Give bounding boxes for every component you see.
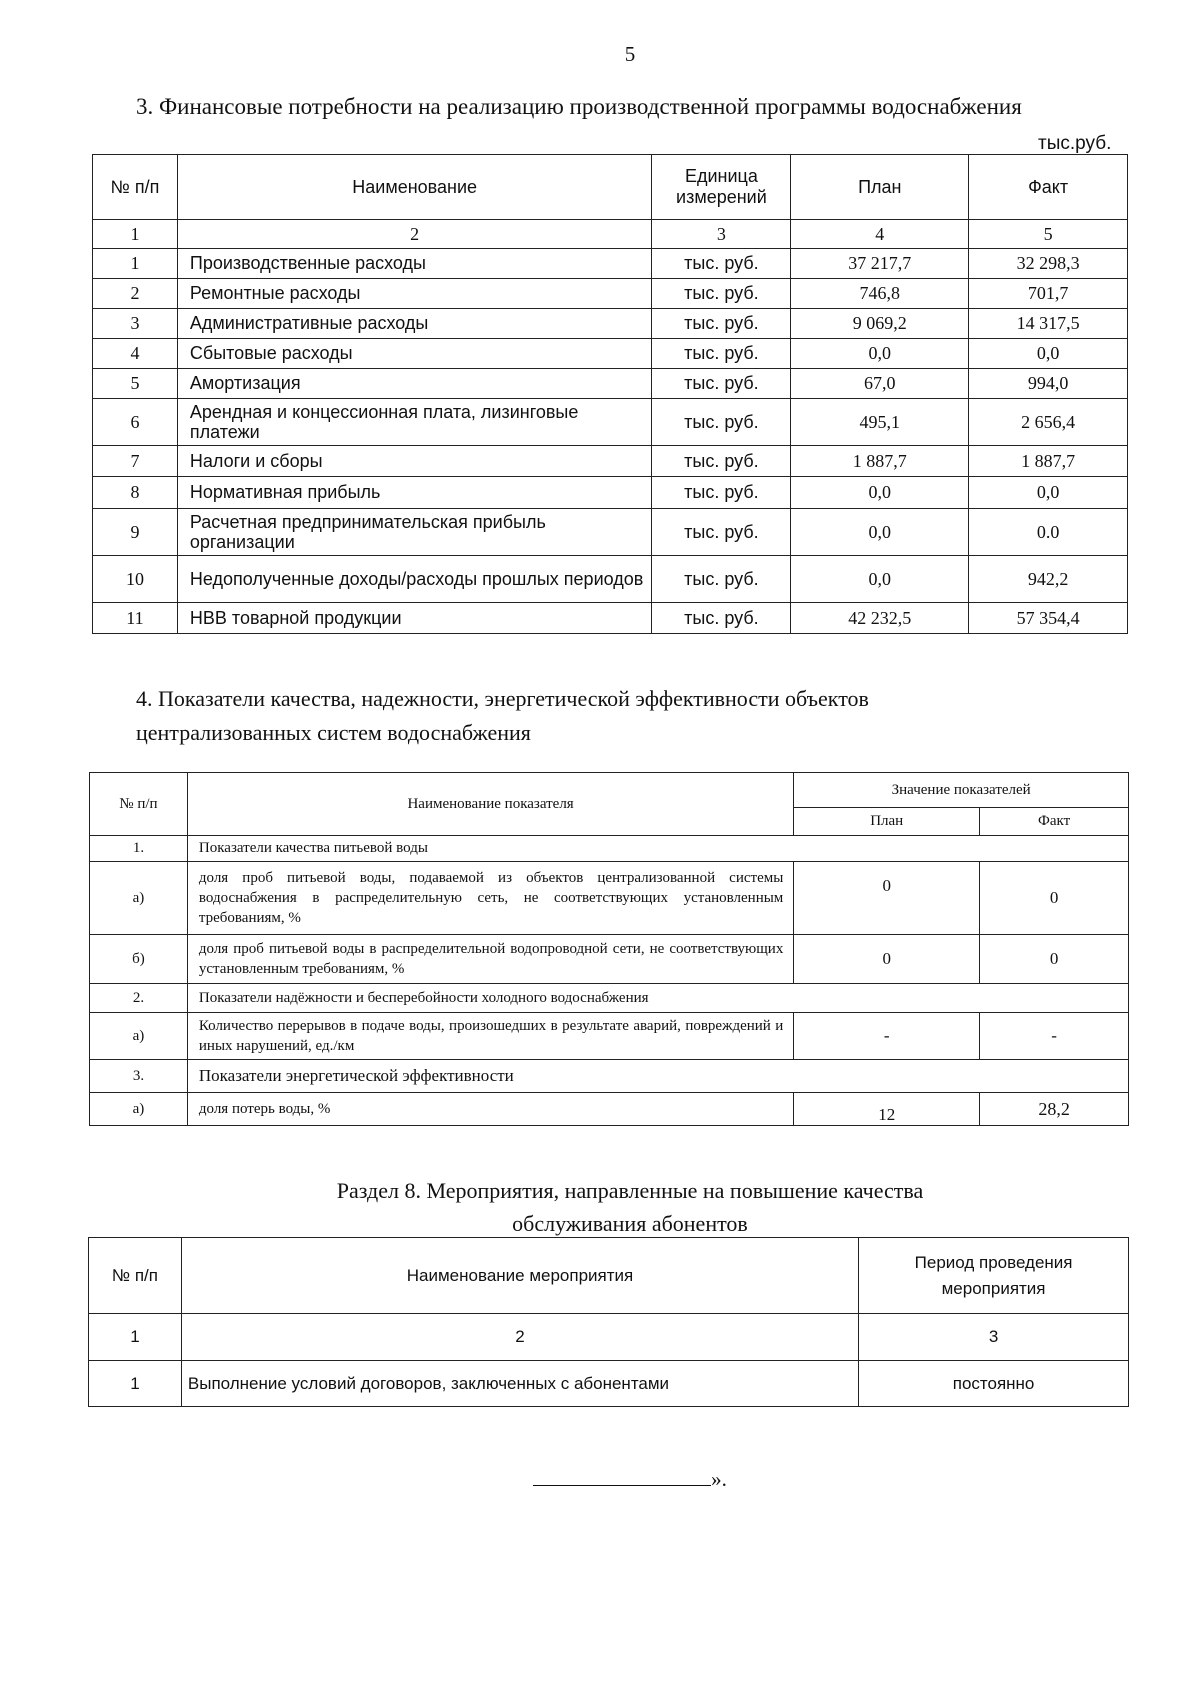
row-unit: тыс. руб. [652,369,791,399]
table-row [90,862,1129,935]
section8-title-line2: обслуживания абонентов [512,1211,748,1236]
row-name: Налоги и сборы [177,446,652,477]
group-num: 2. [90,984,188,1013]
header-num: № п/п [93,155,178,220]
header-num-index: 3 [652,220,791,249]
row-unit: тыс. руб. [652,477,791,509]
row-num: 11 [93,603,178,634]
table-row [93,477,1128,509]
row-fact: 28,2 [980,1093,1129,1126]
row-fact: 0 [980,862,1129,935]
group-title: Показатели надёжности и бесперебойности холодного водоснабжения [187,984,1128,1013]
row-fact: 32 298,3 [969,249,1128,279]
row-plan: 0 [794,935,980,984]
row-plan: - [794,1013,980,1060]
header-plan: План [794,808,980,836]
table-row [90,1093,1129,1126]
section3-title: 3. Финансовые потребности на реализацию производственной программы водоснабжения [136,94,1022,119]
header-plan: План [791,155,969,220]
header-measure-name: Наименование мероприятия [181,1238,858,1314]
table-row [93,249,1128,279]
row-plan: 67,0 [791,369,969,399]
row-num: 1 [93,249,178,279]
row-unit: тыс. руб. [652,603,791,634]
row-unit: тыс. руб. [652,279,791,309]
header-unit: Единица измерений [652,155,791,220]
row-fact: 701,7 [969,279,1128,309]
row-name: Сбытовые расходы [177,339,652,369]
row-num: 10 [93,556,178,603]
header-num-index: 4 [791,220,969,249]
row-num: 1 [89,1361,182,1407]
row-plan: 0,0 [791,339,969,369]
row-num: а) [90,1093,188,1126]
header-num: № п/п [90,773,188,836]
row-fact: - [980,1013,1129,1060]
table-row [93,446,1128,477]
row-text: доля проб питьевой воды, подаваемой из объектов централизованной системы водоснабжения в распределительную сеть, не соответствующих установленным требованиям, % [187,862,793,935]
row-unit: тыс. руб. [652,509,791,556]
row-text: доля потерь воды, % [187,1093,793,1126]
quality-indicators-table [89,772,1129,1126]
header-fact: Факт [969,155,1128,220]
header-num-index: 1 [93,220,178,249]
row-plan: 0 [794,862,980,935]
row-text: Количество перерывов в подаче воды, произошедших в результате аварий, повреждений и иных нарушений, ед./км [187,1013,793,1060]
header-num-index: 2 [177,220,652,249]
row-fact: 942,2 [969,556,1128,603]
group-num: 3. [90,1060,188,1093]
section4-title-line2: централизованных систем водоснабжения [136,720,531,745]
row-plan: 37 217,7 [791,249,969,279]
closing-mark [0,1465,1200,1492]
table-row [93,603,1128,634]
table-row [93,509,1128,556]
row-plan: 0,0 [791,556,969,603]
row-name: Производственные расходы [177,249,652,279]
group-title: Показатели качества питьевой воды [187,836,1128,862]
header-num-index: 1 [89,1314,182,1361]
row-num: 8 [93,477,178,509]
measures-table [88,1237,1129,1407]
row-fact: 14 317,5 [969,309,1128,339]
table-row [93,399,1128,446]
group-title: Показатели энергетической эффективности [187,1060,1128,1093]
table-row [93,279,1128,309]
financial-needs-table [92,154,1128,634]
row-unit: тыс. руб. [652,309,791,339]
group-row [90,984,1129,1013]
row-name: Недополученные доходы/расходы прошлых периодов [177,556,652,603]
row-name: Административные расходы [177,309,652,339]
table-row [93,339,1128,369]
row-name: Расчетная предпринимательская прибыль организации [177,509,652,556]
row-unit: тыс. руб. [652,446,791,477]
header-num: № п/п [89,1238,182,1314]
group-row [90,1060,1129,1093]
header-values: Значение показателей [794,773,1129,808]
row-plan: 0,0 [791,477,969,509]
row-plan: 0,0 [791,509,969,556]
header-fact: Факт [980,808,1129,836]
row-num: 2 [93,279,178,309]
group-num: 1. [90,836,188,862]
row-num: 9 [93,509,178,556]
row-fact: 0,0 [969,339,1128,369]
row-plan: 746,8 [791,279,969,309]
row-fact: 0,0 [969,477,1128,509]
header-period: Период проведения мероприятия [859,1238,1129,1314]
row-fact: 1 887,7 [969,446,1128,477]
row-plan: 495,1 [791,399,969,446]
table-row [93,369,1128,399]
row-plan: 1 887,7 [791,446,969,477]
row-unit: тыс. руб. [652,339,791,369]
table-row [89,1361,1129,1407]
header-num-index: 5 [969,220,1128,249]
row-num: 3 [93,309,178,339]
header-name: Наименование [177,155,652,220]
row-period: постоянно [859,1361,1129,1407]
row-name: Выполнение условий договоров, заключенных с абонентами [181,1361,858,1407]
row-fact: 0.0 [969,509,1128,556]
row-fact: 994,0 [969,369,1128,399]
closing-quote: ». [711,1467,727,1491]
row-num: 6 [93,399,178,446]
row-fact: 57 354,4 [969,603,1128,634]
row-num: 4 [93,339,178,369]
row-num: 7 [93,446,178,477]
table-row [90,1013,1129,1060]
table-row [93,556,1128,603]
table-row [90,935,1129,984]
row-name: Нормативная прибыль [177,477,652,509]
section4-title [136,682,1036,750]
header-num-index: 3 [859,1314,1129,1361]
row-num: а) [90,1013,188,1060]
section8-title [0,1174,1200,1240]
row-name: Ремонтные расходы [177,279,652,309]
row-num: б) [90,935,188,984]
header-num-index: 2 [181,1314,858,1361]
row-fact: 0 [980,935,1129,984]
row-num: а) [90,862,188,935]
row-unit: тыс. руб. [652,249,791,279]
table-row [93,309,1128,339]
header-indicator-name: Наименование показателя [187,773,793,836]
row-num: 5 [93,369,178,399]
row-fact: 2 656,4 [969,399,1128,446]
section4-title-line1: 4. Показатели качества, надежности, энергетической эффективности объектов [136,686,869,711]
row-plan: 12 [794,1093,980,1126]
row-plan: 9 069,2 [791,309,969,339]
blank-line [533,1465,711,1486]
page-number: 5 [624,42,636,66]
group-row [90,836,1129,862]
row-text: доля проб питьевой воды в распределительной водопроводной сети, не соответствующих установленным требованиям, % [187,935,793,984]
row-name: Амортизация [177,369,652,399]
row-unit: тыс. руб. [652,556,791,603]
row-name: НВВ товарной продукции [177,603,652,634]
row-unit: тыс. руб. [652,399,791,446]
section3-unit: тыс.руб. [1038,133,1112,154]
row-plan: 42 232,5 [791,603,969,634]
row-name: Арендная и концессионная плата, лизинговые платежи [177,399,652,446]
section8-title-line1: Раздел 8. Мероприятия, направленные на повышение качества [336,1178,924,1203]
